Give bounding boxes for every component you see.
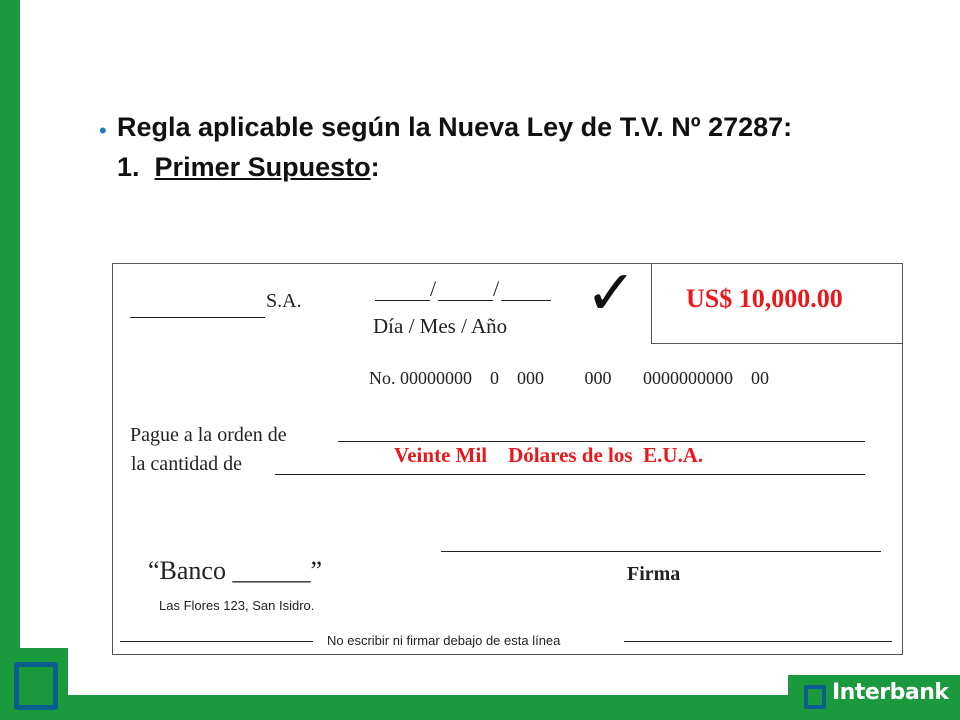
subtitle-suffix: : xyxy=(370,152,380,182)
company-suffix: S.A. xyxy=(266,290,302,312)
bank-address: Las Flores 123, San Isidro. xyxy=(159,598,315,613)
subtitle-underlined: Primer Supuesto xyxy=(154,152,371,182)
slide-title: Regla aplicable según la Nueva Ley de T.V. Nº 27287: xyxy=(117,112,793,142)
signature-line xyxy=(441,551,881,552)
interbank-logo-text: Interbank xyxy=(832,680,949,705)
interbank-square-icon xyxy=(804,685,826,709)
amount-words-label: la cantidad de xyxy=(131,453,243,475)
date-separator-1: / xyxy=(430,276,437,301)
brand-bar-left xyxy=(0,0,20,720)
company-line xyxy=(130,317,265,318)
footer-line-right xyxy=(624,641,892,642)
amount-words-line xyxy=(275,474,865,475)
payee-label: Pague a la orden de xyxy=(130,424,287,446)
bullet-icon: • xyxy=(99,118,107,143)
date-label: Día / Mes / Año xyxy=(373,314,508,338)
date-month-line xyxy=(438,300,493,301)
check-number: No. 00000000 0 000 000 0000000000 00 xyxy=(369,368,769,388)
date-day-line xyxy=(375,300,430,301)
signature-label: Firma xyxy=(627,563,681,585)
date-separator-2: / xyxy=(493,276,500,301)
date-year-line xyxy=(501,300,551,301)
footer-note: No escribir ni firmar debajo de esta línea xyxy=(327,633,561,648)
amount-in-words: Veinte Mil Dólares de los E.U.A. xyxy=(394,443,704,467)
interbank-logo-icon xyxy=(14,662,58,710)
bank-name: “Banco ______” xyxy=(148,556,323,585)
footer-line-left xyxy=(120,641,313,642)
subtitle-number: 1. xyxy=(117,152,140,182)
check-icon: ✓ xyxy=(585,256,637,329)
check-amount: US$ 10,000.00 xyxy=(686,284,843,313)
slide-subtitle xyxy=(117,152,380,183)
payee-line xyxy=(338,441,865,442)
